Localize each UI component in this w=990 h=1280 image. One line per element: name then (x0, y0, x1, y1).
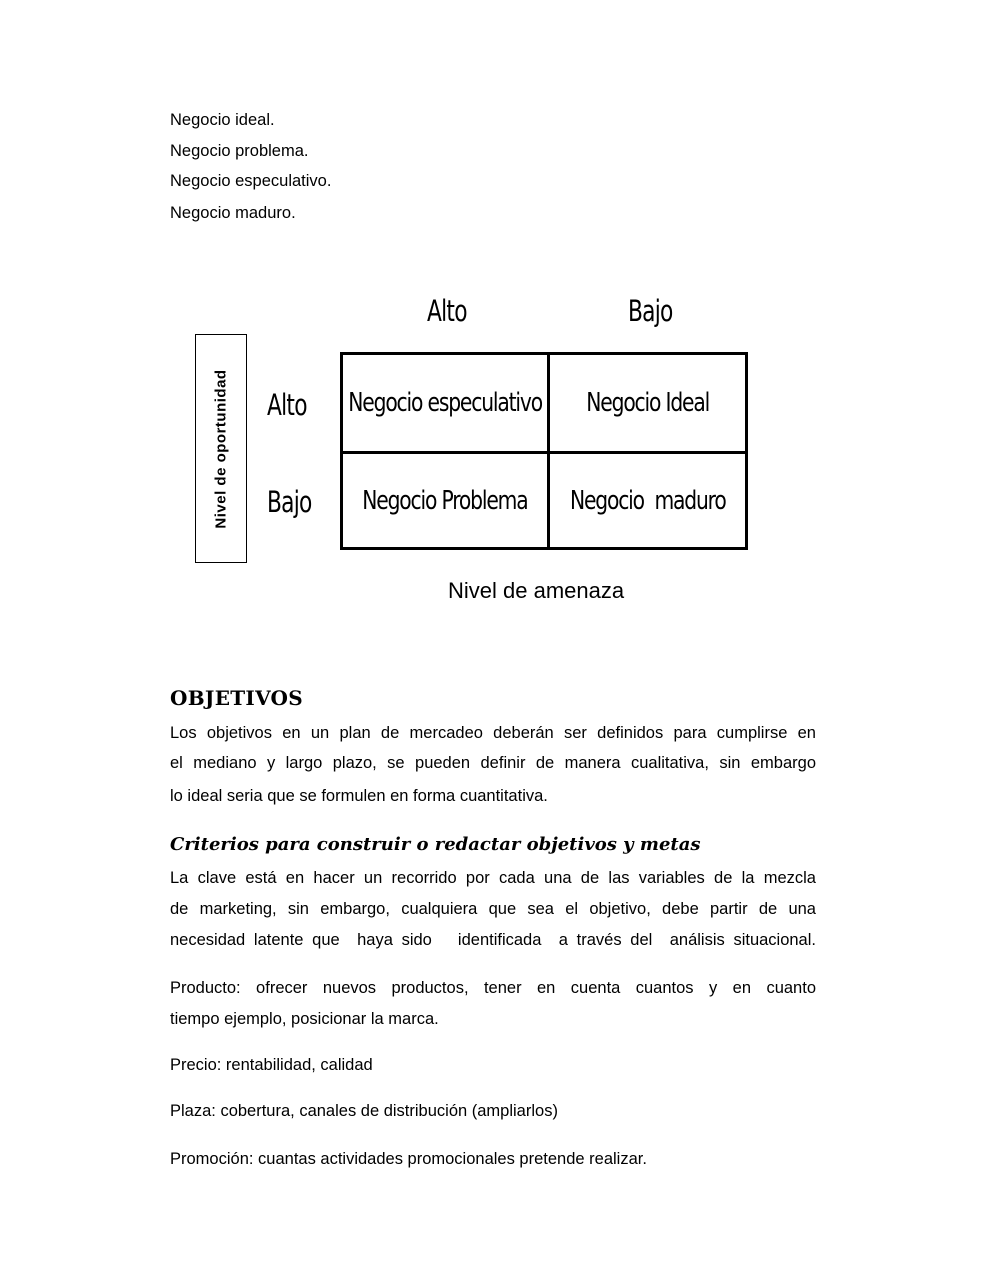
cell-label: Negocio Problema (362, 485, 528, 516)
paragraph-plaza: Plaza: cobertura, canales de distribución (ampliarlos) (170, 1102, 558, 1120)
x-axis-label: Nivel de amenaza (448, 578, 625, 603)
col-header-bajo: Bajo (628, 294, 673, 328)
list-item: Negocio ideal. (170, 111, 275, 129)
paragraph-line: La clave está en hacer un recorrido por cada una de las variables de la mezcla (170, 869, 816, 887)
paragraph-line: lo ideal seria que se formulen en forma cuantitativa. (170, 787, 548, 805)
paragraph-precio: Precio: rentabilidad, calidad (170, 1056, 373, 1074)
row-header-alto: Alto (267, 388, 307, 422)
cell-especulativo (343, 355, 547, 451)
paragraph-line: Los objetivos en un plan de mercadeo deberán ser definidos para cumplirse en (170, 724, 816, 742)
section-heading-objetivos: OBJETIVOS (170, 686, 304, 710)
paragraph-line: necesidad latente que haya sido identificada a través del análisis situacional. (170, 931, 816, 949)
row-header-bajo: Bajo (267, 485, 312, 519)
subheading-criterios: Criterios para construir o redactar objetivos y metas (170, 834, 701, 855)
y-axis-label-box (195, 334, 247, 563)
paragraph-promocion: Promoción: cuantas actividades promocionales pretende realizar. (170, 1150, 647, 1168)
cell-ideal (550, 355, 745, 451)
y-axis-label: Nivel de oportunidad (212, 368, 230, 529)
paragraph-line: de marketing, sin embargo, cualquiera que sea el objetivo, debe partir de una (170, 900, 816, 918)
cell-maduro (550, 454, 745, 547)
paragraph-producto: Producto: ofrecer nuevos productos, tener en cuenta cuantos y en cuanto (170, 979, 816, 997)
cell-label: Negocio especulativo (348, 388, 542, 418)
list-item: Negocio problema. (170, 142, 309, 160)
cell-label: Negocio Ideal (586, 388, 709, 418)
paragraph-line: el mediano y largo plazo, se pueden definir de manera cualitativa, sin embargo (170, 754, 816, 772)
list-item: Negocio maduro. (170, 204, 296, 222)
matrix-grid (340, 352, 748, 550)
list-item: Negocio especulativo. (170, 172, 332, 190)
paragraph-producto-cont: tiempo ejemplo, posicionar la marca. (170, 1010, 439, 1028)
cell-problema (343, 454, 547, 547)
cell-label: Negocio maduro (569, 485, 726, 516)
col-header-alto: Alto (427, 294, 467, 328)
